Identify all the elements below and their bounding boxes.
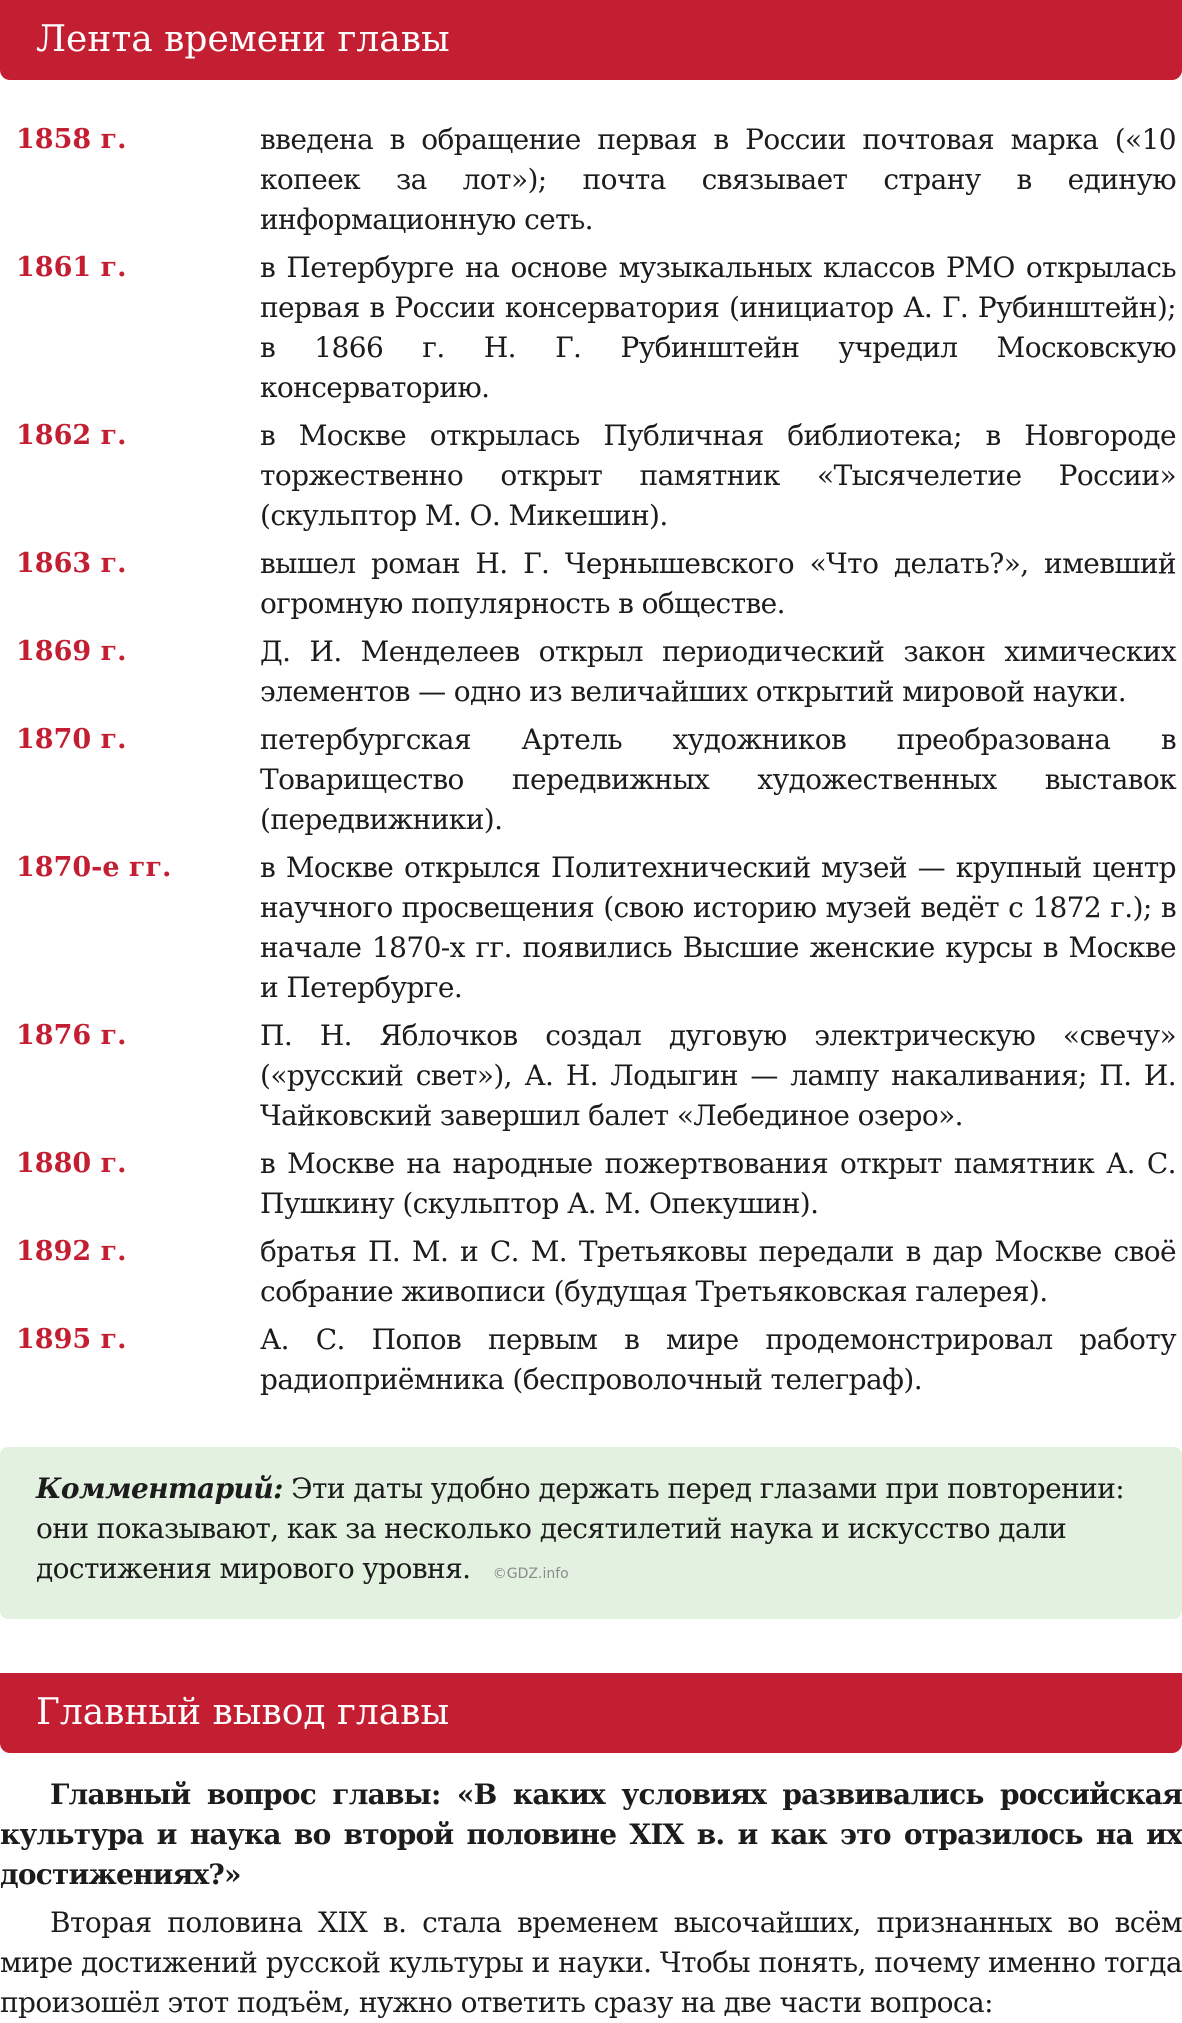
timeline-text: в Москве на народные пожертвования открыт памятник А. С. Пушкину (скульптор А. М. Опекушин).	[260, 1147, 1176, 1220]
timeline-row	[0, 1320, 1182, 1400]
watermark-text: ©GDZ.info	[492, 1566, 569, 1582]
timeline-text: петербургская Артель художников преобразована в Товарищество передвижных художественных выставок (передвижники).	[260, 723, 1176, 836]
timeline-text: вышел роман Н. Г. Чернышевского «Что делать?», имевший огромную популярность в обществе.	[260, 547, 1176, 620]
timeline-text: в Москве открылся Политехнический музей — крупный центр научного просвещения (свою историю музей ведёт с 1872 г.); в начале 1870-х гг. появились Высшие женские курсы в Москве и Петербурге.	[260, 851, 1176, 1004]
comment-box	[0, 1447, 1182, 1619]
conclusion-section	[0, 1775, 1182, 2023]
timeline-list	[0, 120, 1182, 1408]
timeline-date: 1870-е гг.	[16, 852, 172, 883]
timeline-date: 1861 г.	[16, 252, 127, 283]
timeline-date: 1892 г.	[16, 1236, 127, 1267]
timeline-date: 1863 г.	[16, 548, 127, 579]
timeline-row	[0, 632, 1182, 712]
timeline-text: братья П. М. и С. М. Третьяковы передали в дар Москве своё собрание живописи (будущая Третьяковская галерея).	[260, 1235, 1176, 1308]
timeline-row	[0, 248, 1182, 408]
timeline-banner-title: Лента времени главы	[36, 19, 450, 60]
timeline-banner	[0, 0, 1182, 80]
conclusion-banner	[0, 1673, 1182, 1753]
timeline-date: 1895 г.	[16, 1324, 127, 1355]
comment-text: Эти даты удобно держать перед глазами при повторении: они показывают, как за несколько десятилетий наука и искусство дали достижения мирового уровня.	[36, 1472, 1125, 1585]
timeline-row	[0, 544, 1182, 624]
timeline-row	[0, 120, 1182, 240]
timeline-text: Д. И. Менделеев открыл периодический закон химических элементов — одно из величайших открытий мировой науки.	[260, 635, 1176, 708]
timeline-row	[0, 416, 1182, 536]
timeline-date: 1869 г.	[16, 636, 127, 667]
timeline-date: 1862 г.	[16, 420, 127, 451]
timeline-row	[0, 720, 1182, 840]
main-question: Главный вопрос главы: «В каких условиях развивались российская культура и наука во второй половине XIX в. и как это отразилось на их достижениях?»	[0, 1778, 1182, 1891]
conclusion-paragraph: Вторая половина XIX в. стала временем высочайших, признанных во всём мире достижений русской культуры и науки. Чтобы понять, почему именно тогда произошёл этот подъём, нужно ответить сразу на две части вопроса:	[0, 1906, 1182, 2019]
timeline-text: А. С. Попов первым в мире продемонстрировал работу радиоприёмника (беспроволочный телеграф).	[260, 1323, 1176, 1396]
timeline-text: в Петербурге на основе музыкальных классов РМО открылась первая в России консерватория (инициатор А. Г. Рубинштейн); в 1866 г. Н. Г. Рубинштейн учредил Московскую консерваторию.	[260, 251, 1176, 404]
timeline-row	[0, 848, 1182, 1008]
timeline-row	[0, 1232, 1182, 1312]
timeline-row	[0, 1144, 1182, 1224]
comment-label: Комментарий:	[36, 1472, 283, 1505]
timeline-row	[0, 1016, 1182, 1136]
timeline-date: 1858 г.	[16, 124, 127, 155]
timeline-date: 1880 г.	[16, 1148, 127, 1179]
timeline-text: П. Н. Яблочков создал дуговую электрическую «свечу» («русский свет»), А. Н. Лодыгин — лампу накаливания; П. И. Чайковский завершил балет «Лебединое озеро».	[260, 1019, 1176, 1132]
conclusion-banner-title: Главный вывод главы	[36, 1692, 450, 1733]
timeline-date: 1876 г.	[16, 1020, 127, 1051]
timeline-date: 1870 г.	[16, 724, 127, 755]
timeline-text: в Москве открылась Публичная библиотека; в Новгороде торжественно открыт памятник «Тысячелетие России» (скульптор М. О. Микешин).	[260, 419, 1176, 532]
timeline-text: введена в обращение первая в России почтовая марка («10 копеек за лот»); почта связывает страну в единую информационную сеть.	[260, 123, 1176, 236]
